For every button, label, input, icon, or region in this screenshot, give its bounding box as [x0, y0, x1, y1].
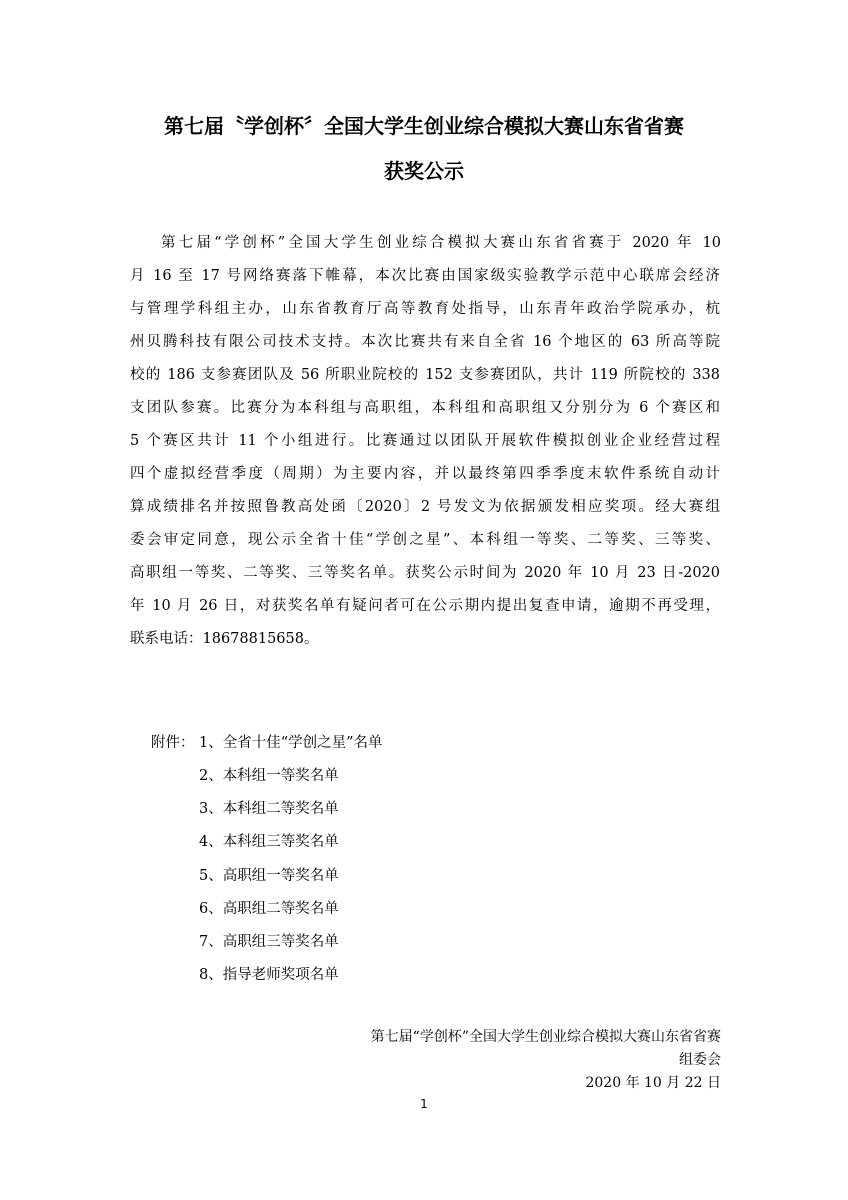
attachment-item-6: 6、高职组二等奖名单 — [199, 901, 339, 917]
document-title-line-2: 获奖公示 — [384, 159, 464, 183]
attachment-item-3: 3、本科组二等奖名单 — [199, 801, 339, 817]
body-line-6: 支团队参赛。比赛分为本科组与高职组，本科组和高职组又分别分为 6 个赛区和 — [130, 400, 720, 416]
attachment-item-2: 2、本科组一等奖名单 — [199, 768, 339, 784]
attachment-item-4: 4、本科组三等奖名单 — [199, 834, 339, 850]
body-line-7: 5 个赛区共计 11 个小组进行。比赛通过以团队开展软件模拟创业企业经营过程 — [130, 433, 720, 449]
body-line-12: 年 10 月 26 日，对获奖名单有疑问者可在公示期内提出复查申请，逾期不再受理， — [130, 598, 720, 614]
attachment-item-1: 1、全省十佳“学创之星”名单 — [199, 735, 383, 751]
attachments-label: 附件： — [151, 735, 195, 751]
signature-date: 2020 年 10 月 22 日 — [585, 1075, 721, 1091]
body-line-10: 委会审定同意，现公示全省十佳“学创之星”、本科组一等奖、二等奖、三等奖、 — [130, 532, 720, 548]
signature-organizer: 第七届“学创杯”全国大学生创业综合模拟大赛山东省省赛 — [370, 1029, 721, 1045]
body-line-4: 州贝腾科技有限公司技术支持。本次比赛共有来自全省 16 个地区的 63 所高等院 — [130, 334, 720, 350]
body-line-9: 算成绩排名并按照鲁教高处函〔2020〕2 号发文为依据颁发相应奖项。经大赛组 — [130, 499, 720, 515]
body-line-8: 四个虚拟经营季度（周期）为主要内容，并以最终第四季季度末软件系统自动计 — [130, 466, 720, 482]
body-line-2: 月 16 至 17 号网络赛落下帷幕，本次比赛由国家级实验教学示范中心联席会经济 — [130, 268, 720, 284]
body-line-5: 校的 186 支参赛团队及 56 所职业院校的 152 支参赛团队，共计 119 所院校的 338 — [130, 367, 720, 383]
document-title-line-1: 第七届〝学创杯〞全国大学生创业综合模拟大赛山东省省赛 — [164, 114, 684, 138]
attachment-item-8: 8、指导老师奖项名单 — [199, 967, 339, 983]
body-line-1: 第七届“学创杯”全国大学生创业综合模拟大赛山东省省赛于 2020 年 10 — [161, 235, 721, 251]
body-line-13: 联系电话：18678815658。 — [130, 631, 319, 647]
page-number: 1 — [420, 1097, 428, 1111]
body-line-11: 高职组一等奖、二等奖、三等奖名单。获奖公示时间为 2020 年 10 月 23 日-2020 — [130, 565, 720, 581]
signature-committee: 组委会 — [679, 1052, 721, 1068]
body-line-3: 与管理学科组主办，山东省教育厅高等教育处指导，山东青年政治学院承办，杭 — [130, 301, 720, 317]
attachment-item-7: 7、高职组三等奖名单 — [199, 934, 339, 950]
attachment-item-5: 5、高职组一等奖名单 — [199, 868, 339, 884]
